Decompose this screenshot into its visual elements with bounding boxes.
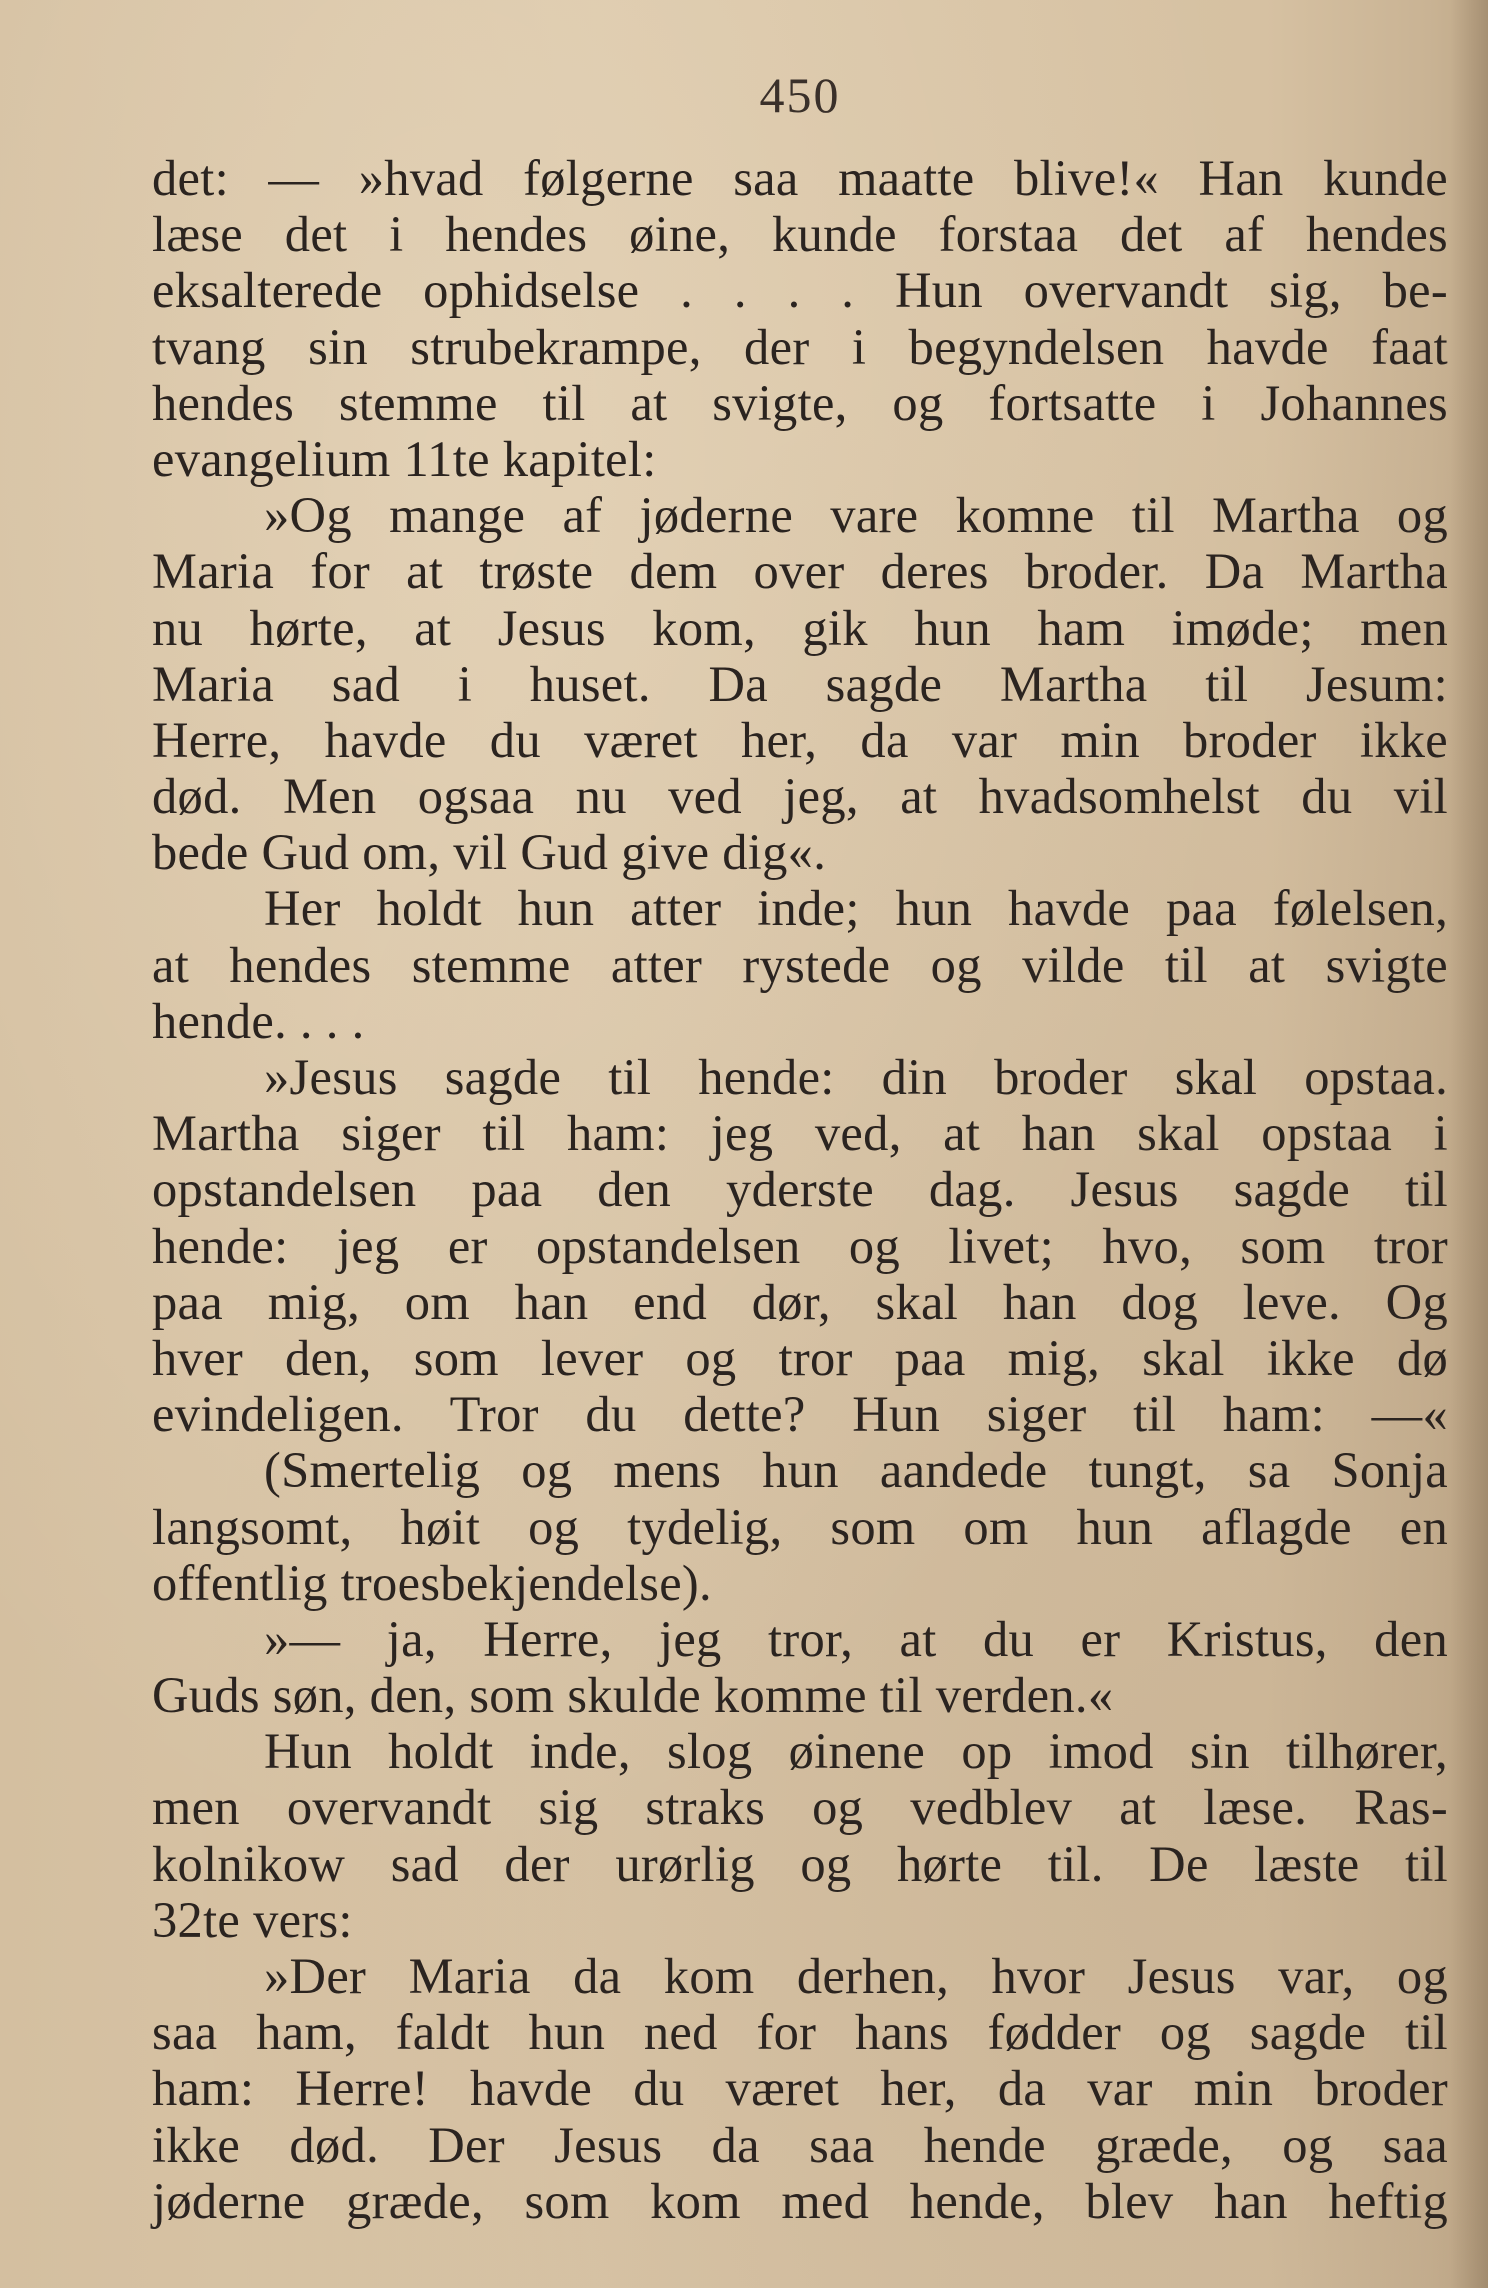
text-line: ikke død. Der Jesus da saa hende græde, og saa xyxy=(152,2116,1448,2173)
text-line: evindeligen. Tror du dette? Hun siger til ham: —« xyxy=(152,1386,1448,1443)
text-line: »— ja, Herre, jeg tror, at du er Kristus, den xyxy=(264,1610,1448,1667)
text-line: hende. . . . xyxy=(152,992,365,1049)
text-line: jøderne græde, som kom med hende, blev han heftig xyxy=(152,2172,1448,2229)
text-line: kolnikow sad der urørlig og hørte til. De læste til xyxy=(152,1835,1448,1892)
text-line: tvang sin strubekrampe, der i begyndelsen havde faat xyxy=(152,318,1448,375)
text-line: læse det i hendes øine, kunde forstaa det af hendes xyxy=(152,206,1448,263)
text-line: Guds søn, den, som skulde komme til verden.« xyxy=(152,1667,1114,1724)
text-line: langsomt, høit og tydelig, som om hun aflagde en xyxy=(152,1498,1448,1555)
text-line: 32te vers: xyxy=(152,1891,353,1948)
body-text xyxy=(152,150,1448,2229)
text-line: »Der Maria da kom derhen, hvor Jesus var, og xyxy=(264,1948,1448,2004)
text-line: bede Gud om, vil Gud give dig«. xyxy=(152,824,827,881)
text-line: Herre, havde du været her, da var min broder ikke xyxy=(152,711,1448,768)
text-line: »Og mange af jøderne vare komne til Martha og xyxy=(264,487,1448,544)
text-line: Martha siger til ham: jeg ved, at han skal opstaa i xyxy=(152,1105,1448,1162)
text-line: Hun holdt inde, slog øinene op imod sin tilhører, xyxy=(264,1723,1448,1780)
text-line: evangelium 11te kapitel: xyxy=(152,430,657,487)
text-line: at hendes stemme atter rystede og vilde til at svigte xyxy=(152,936,1448,993)
text-line: paa mig, om han end dør, skal han dog leve. Og xyxy=(152,1273,1448,1330)
text-line: hver den, som lever og tror paa mig, skal ikke dø xyxy=(152,1329,1448,1386)
page-edge-shadow xyxy=(1450,0,1488,2288)
text-line: offentlig troesbekjendelse). xyxy=(152,1554,712,1611)
text-line: død. Men ogsaa nu ved jeg, at hvadsomhelst du vil xyxy=(152,768,1448,825)
text-line: Maria for at trøste dem over deres broder. Da Martha xyxy=(152,543,1448,600)
text-line: eksalterede ophidselse . . . . Hun overvandt sig, be- xyxy=(152,262,1448,319)
text-line: hendes stemme til at svigte, og fortsatte i Johannes xyxy=(152,374,1448,431)
text-line: (Smertelig og mens hun aandede tungt, sa Sonja xyxy=(264,1442,1448,1499)
text-line: »Jesus sagde til hende: din broder skal opstaa. xyxy=(264,1049,1448,1105)
text-line: nu hørte, at Jesus kom, gik hun ham imøde; men xyxy=(152,599,1448,656)
text-line: Her holdt hun atter inde; hun havde paa følelsen, xyxy=(264,880,1448,937)
text-line: men overvandt sig straks og vedblev at læse. Ras- xyxy=(152,1779,1448,1836)
text-line: hende: jeg er opstandelsen og livet; hvo, som tror xyxy=(152,1217,1448,1274)
text-line: Maria sad i huset. Da sagde Martha til Jesum: xyxy=(152,655,1448,712)
page-number: 450 xyxy=(759,67,841,123)
text-line: saa ham, faldt hun ned for hans fødder og sagde til xyxy=(152,2004,1448,2061)
text-line: ham: Herre! havde du været her, da var min broder xyxy=(152,2060,1448,2117)
text-line: opstandelsen paa den yderste dag. Jesus sagde til xyxy=(152,1161,1448,1218)
text-line: det: — »hvad følgerne saa maatte blive!« Han kunde xyxy=(152,150,1448,206)
